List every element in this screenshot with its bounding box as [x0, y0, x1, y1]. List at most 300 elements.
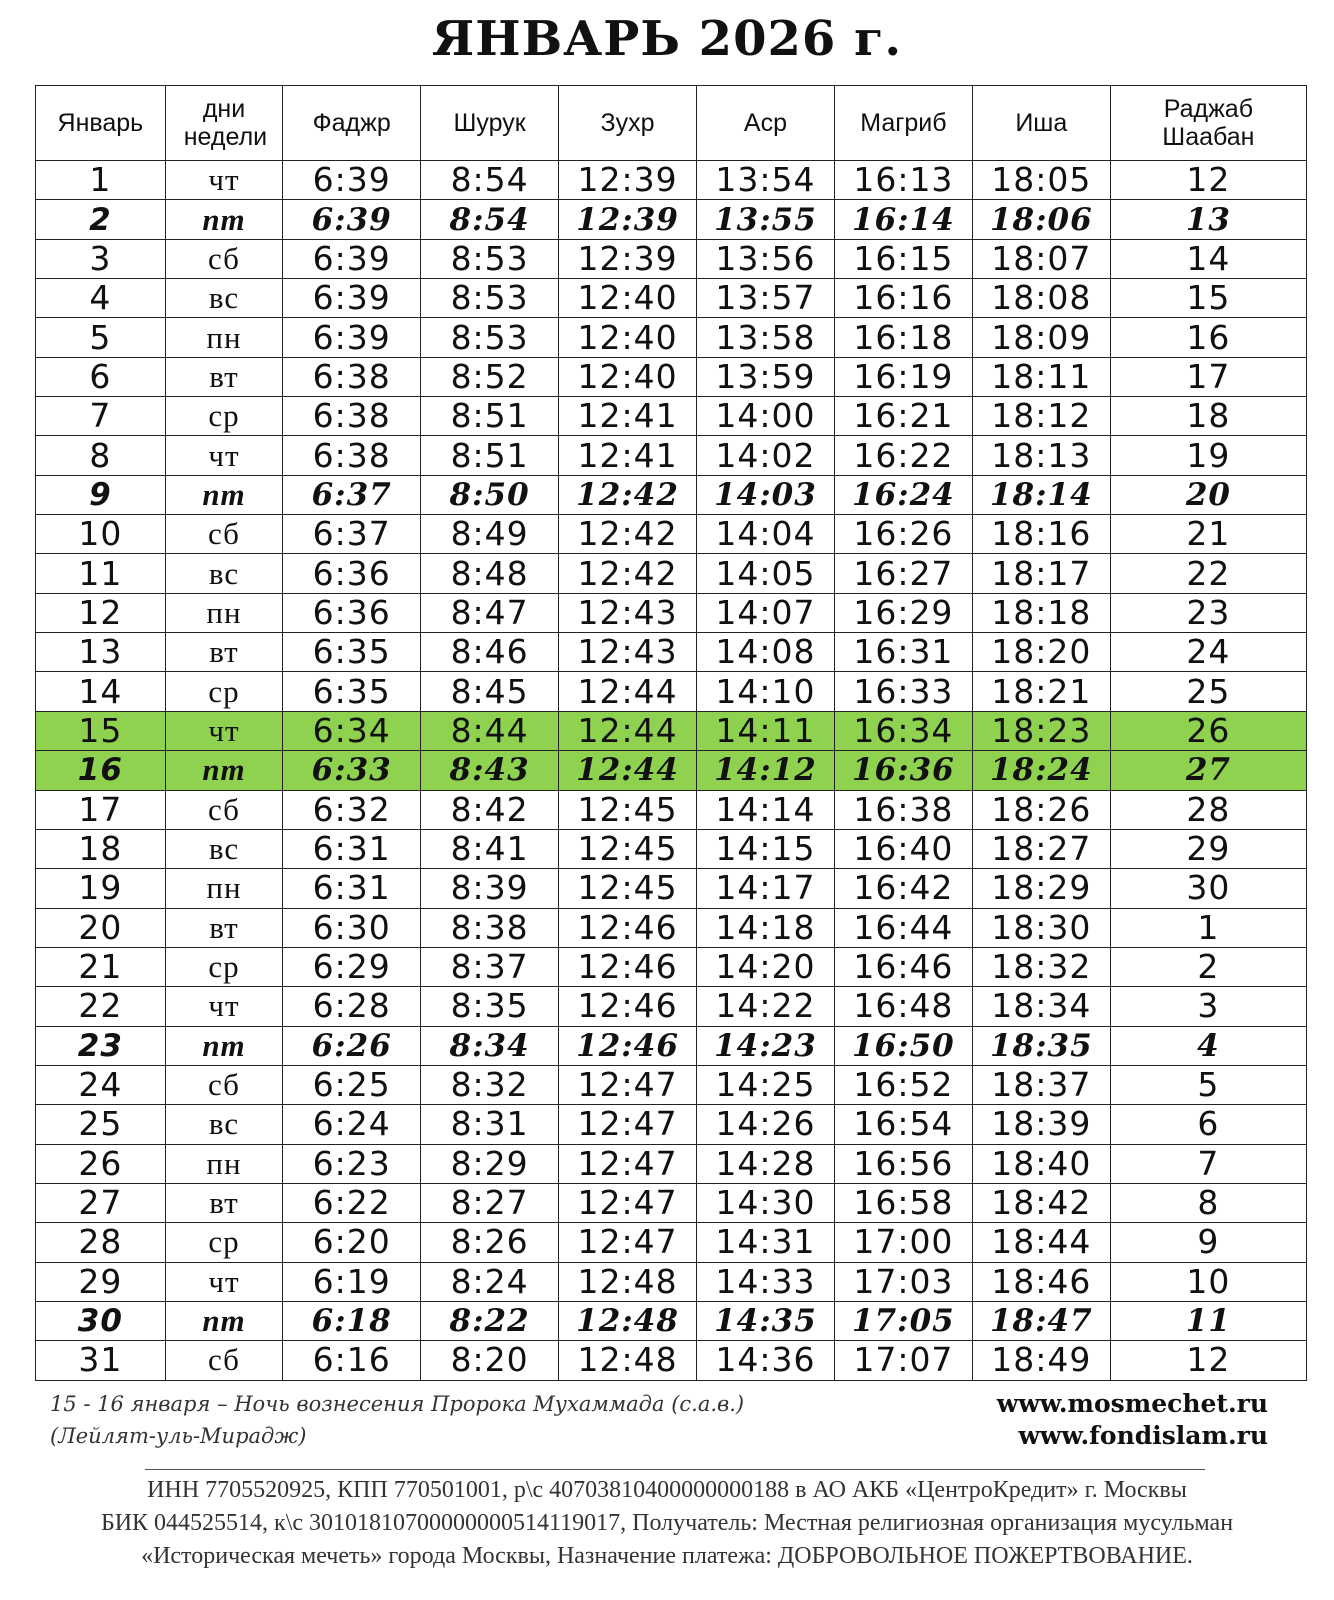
isha-cell: 18:40: [972, 1144, 1110, 1183]
weekday-cell: вс: [165, 829, 282, 868]
weekday-cell: ср: [165, 1223, 282, 1262]
isha-cell: 18:35: [972, 1026, 1110, 1065]
isha-cell: 18:37: [972, 1065, 1110, 1104]
isha-cell: 18:47: [972, 1301, 1110, 1340]
zuhr-cell: 12:42: [559, 554, 697, 593]
zuhr-cell: 12:41: [559, 436, 697, 475]
zuhr-cell: 12:42: [559, 515, 697, 554]
zuhr-cell: 12:47: [559, 1223, 697, 1262]
header-weekday: дни недели: [165, 86, 282, 161]
table-row: [36, 633, 1307, 672]
maghrib-cell: 16:34: [834, 711, 972, 750]
hijri-cell: 8: [1110, 1183, 1306, 1222]
fajr-cell: 6:35: [283, 672, 421, 711]
fajr-cell: 6:39: [283, 200, 421, 239]
zuhr-cell: 12:43: [559, 633, 697, 672]
weekday-cell: пт: [165, 1301, 282, 1340]
isha-cell: 18:26: [972, 790, 1110, 829]
asr-cell: 14:25: [697, 1065, 835, 1104]
day-cell: 9: [36, 475, 166, 514]
shuruk-cell: 8:51: [421, 436, 559, 475]
fajr-cell: 6:26: [283, 1026, 421, 1065]
asr-cell: 14:02: [697, 436, 835, 475]
maghrib-cell: 17:07: [834, 1341, 972, 1380]
fajr-cell: 6:24: [283, 1105, 421, 1144]
shuruk-cell: 8:31: [421, 1105, 559, 1144]
fajr-cell: 6:19: [283, 1262, 421, 1301]
zuhr-cell: 12:45: [559, 829, 697, 868]
hijri-cell: 16: [1110, 318, 1306, 357]
isha-cell: 18:49: [972, 1341, 1110, 1380]
zuhr-cell: 12:47: [559, 1183, 697, 1222]
day-cell: 27: [36, 1183, 166, 1222]
day-cell: 3: [36, 239, 166, 278]
zuhr-cell: 12:46: [559, 987, 697, 1026]
asr-cell: 14:31: [697, 1223, 835, 1262]
hijri-cell: 3: [1110, 987, 1306, 1026]
shuruk-cell: 8:41: [421, 829, 559, 868]
day-cell: 6: [36, 357, 166, 396]
hijri-cell: 22: [1110, 554, 1306, 593]
day-cell: 23: [36, 1026, 166, 1065]
header-isha: Иша: [972, 86, 1110, 161]
bank-line: БИК 044525514, к\с 30101810700000000514119017, Получатель: Местная религиозная организация мусульман: [100, 1510, 1234, 1536]
maghrib-cell: 16:48: [834, 987, 972, 1026]
table-row: [36, 436, 1307, 475]
weekday-cell: чт: [165, 987, 282, 1026]
day-cell: 20: [36, 908, 166, 947]
shuruk-cell: 8:27: [421, 1183, 559, 1222]
shuruk-cell: 8:38: [421, 908, 559, 947]
isha-cell: 18:09: [972, 318, 1110, 357]
zuhr-cell: 12:48: [559, 1262, 697, 1301]
table-header-row: [36, 86, 1307, 161]
isha-cell: 18:29: [972, 869, 1110, 908]
hijri-cell: 26: [1110, 711, 1306, 750]
maghrib-cell: 16:13: [834, 161, 972, 200]
maghrib-cell: 17:03: [834, 1262, 972, 1301]
hijri-cell: 28: [1110, 790, 1306, 829]
bank-details: [35, 1474, 1299, 1573]
day-cell: 13: [36, 633, 166, 672]
day-cell: 10: [36, 515, 166, 554]
hijri-cell: 18: [1110, 397, 1306, 436]
isha-cell: 18:05: [972, 161, 1110, 200]
asr-cell: 13:59: [697, 357, 835, 396]
zuhr-cell: 12:46: [559, 947, 697, 986]
hijri-cell: 2: [1110, 947, 1306, 986]
zuhr-cell: 12:41: [559, 397, 697, 436]
day-cell: 1: [36, 161, 166, 200]
day-cell: 19: [36, 869, 166, 908]
isha-cell: 18:08: [972, 279, 1110, 318]
fajr-cell: 6:39: [283, 279, 421, 318]
header-fajr: Фаджр: [283, 86, 421, 161]
bank-line: ИНН 7705520925, КПП 770501001, р\с 40703810400000000188 в АО АКБ «ЦентроКредит» г. Москвы: [147, 1477, 1187, 1503]
fajr-cell: 6:35: [283, 633, 421, 672]
maghrib-cell: 16:31: [834, 633, 972, 672]
isha-cell: 18:07: [972, 239, 1110, 278]
page-title: ЯНВАРЬ 2026 г.: [431, 11, 903, 67]
note: [50, 1388, 850, 1452]
fajr-cell: 6:23: [283, 1144, 421, 1183]
isha-cell: 18:23: [972, 711, 1110, 750]
hijri-cell: 13: [1110, 200, 1306, 239]
weekday-cell: сб: [165, 1341, 282, 1380]
maghrib-cell: 16:14: [834, 200, 972, 239]
day-cell: 8: [36, 436, 166, 475]
weekday-cell: сб: [165, 1065, 282, 1104]
asr-cell: 14:07: [697, 593, 835, 632]
table-row: [36, 947, 1307, 986]
fajr-cell: 6:29: [283, 947, 421, 986]
hijri-cell: 29: [1110, 829, 1306, 868]
shuruk-cell: 8:51: [421, 397, 559, 436]
table-row: [36, 475, 1307, 514]
hijri-cell: 25: [1110, 672, 1306, 711]
shuruk-cell: 8:29: [421, 1144, 559, 1183]
shuruk-cell: 8:24: [421, 1262, 559, 1301]
maghrib-cell: 16:46: [834, 947, 972, 986]
asr-cell: 14:11: [697, 711, 835, 750]
asr-cell: 13:58: [697, 318, 835, 357]
day-cell: 29: [36, 1262, 166, 1301]
fajr-cell: 6:37: [283, 515, 421, 554]
isha-cell: 18:18: [972, 593, 1110, 632]
weekday-cell: вс: [165, 1105, 282, 1144]
hijri-cell: 11: [1110, 1301, 1306, 1340]
day-cell: 31: [36, 1341, 166, 1380]
isha-cell: 18:30: [972, 908, 1110, 947]
asr-cell: 14:14: [697, 790, 835, 829]
day-cell: 2: [36, 200, 166, 239]
zuhr-cell: 12:39: [559, 200, 697, 239]
isha-cell: 18:14: [972, 475, 1110, 514]
note-line-2: (Лейлят-уль-Мирадж): [50, 1424, 307, 1448]
fajr-cell: 6:36: [283, 554, 421, 593]
zuhr-cell: 12:46: [559, 908, 697, 947]
hijri-cell: 14: [1110, 239, 1306, 278]
shuruk-cell: 8:53: [421, 279, 559, 318]
weekday-cell: вт: [165, 357, 282, 396]
day-cell: 22: [36, 987, 166, 1026]
shuruk-cell: 8:54: [421, 161, 559, 200]
hijri-cell: 6: [1110, 1105, 1306, 1144]
weekday-cell: ср: [165, 397, 282, 436]
table-row: [36, 161, 1307, 200]
asr-cell: 14:22: [697, 987, 835, 1026]
day-cell: 30: [36, 1301, 166, 1340]
asr-cell: 14:17: [697, 869, 835, 908]
table-row: [36, 357, 1307, 396]
table-row: [36, 554, 1307, 593]
shuruk-cell: 8:22: [421, 1301, 559, 1340]
weekday-cell: вт: [165, 1183, 282, 1222]
asr-cell: 14:26: [697, 1105, 835, 1144]
day-cell: 17: [36, 790, 166, 829]
header-shuruk: Шурук: [421, 86, 559, 161]
weekday-cell: вт: [165, 633, 282, 672]
table-row: [36, 1183, 1307, 1222]
shuruk-cell: 8:49: [421, 515, 559, 554]
weekday-cell: вс: [165, 554, 282, 593]
divider: [145, 1469, 1205, 1470]
asr-cell: 14:04: [697, 515, 835, 554]
zuhr-cell: 12:43: [559, 593, 697, 632]
fajr-cell: 6:39: [283, 239, 421, 278]
weekday-cell: чт: [165, 436, 282, 475]
fajr-cell: 6:20: [283, 1223, 421, 1262]
table-row: [36, 672, 1307, 711]
zuhr-cell: 12:40: [559, 318, 697, 357]
maghrib-cell: 17:00: [834, 1223, 972, 1262]
day-cell: 24: [36, 1065, 166, 1104]
hijri-cell: 7: [1110, 1144, 1306, 1183]
shuruk-cell: 8:46: [421, 633, 559, 672]
maghrib-cell: 16:56: [834, 1144, 972, 1183]
maghrib-cell: 16:40: [834, 829, 972, 868]
maghrib-cell: 16:18: [834, 318, 972, 357]
asr-cell: 14:03: [697, 475, 835, 514]
fajr-cell: 6:33: [283, 751, 421, 790]
table-row: [36, 1144, 1307, 1183]
weekday-cell: чт: [165, 1262, 282, 1301]
fajr-cell: 6:30: [283, 908, 421, 947]
table-row: [36, 279, 1307, 318]
fajr-cell: 6:28: [283, 987, 421, 1026]
hijri-cell: 24: [1110, 633, 1306, 672]
fajr-cell: 6:31: [283, 829, 421, 868]
table-row: [36, 318, 1307, 357]
day-cell: 26: [36, 1144, 166, 1183]
fajr-cell: 6:37: [283, 475, 421, 514]
maghrib-cell: 16:15: [834, 239, 972, 278]
asr-cell: 14:08: [697, 633, 835, 672]
fajr-cell: 6:18: [283, 1301, 421, 1340]
asr-cell: 14:36: [697, 1341, 835, 1380]
asr-cell: 14:05: [697, 554, 835, 593]
day-cell: 12: [36, 593, 166, 632]
isha-cell: 18:20: [972, 633, 1110, 672]
weekday-cell: пт: [165, 475, 282, 514]
weekday-cell: пн: [165, 593, 282, 632]
asr-cell: 14:15: [697, 829, 835, 868]
hijri-cell: 19: [1110, 436, 1306, 475]
table-row: [36, 593, 1307, 632]
day-cell: 28: [36, 1223, 166, 1262]
hijri-cell: 20: [1110, 475, 1306, 514]
maghrib-cell: 16:50: [834, 1026, 972, 1065]
shuruk-cell: 8:54: [421, 200, 559, 239]
fajr-cell: 6:34: [283, 711, 421, 750]
asr-cell: 13:57: [697, 279, 835, 318]
isha-cell: 18:13: [972, 436, 1110, 475]
hijri-cell: 4: [1110, 1026, 1306, 1065]
day-cell: 11: [36, 554, 166, 593]
zuhr-cell: 12:47: [559, 1144, 697, 1183]
day-cell: 15: [36, 711, 166, 750]
fajr-cell: 6:32: [283, 790, 421, 829]
maghrib-cell: 16:54: [834, 1105, 972, 1144]
shuruk-cell: 8:26: [421, 1223, 559, 1262]
table-row: [36, 829, 1307, 868]
weekday-cell: вс: [165, 279, 282, 318]
header-hijri: Раджаб Шаабан: [1110, 86, 1306, 161]
zuhr-cell: 12:44: [559, 672, 697, 711]
maghrib-cell: 16:21: [834, 397, 972, 436]
zuhr-cell: 12:39: [559, 161, 697, 200]
asr-cell: 14:00: [697, 397, 835, 436]
zuhr-cell: 12:42: [559, 475, 697, 514]
isha-cell: 18:12: [972, 397, 1110, 436]
isha-cell: 18:32: [972, 947, 1110, 986]
weekday-cell: сб: [165, 239, 282, 278]
weekday-cell: чт: [165, 711, 282, 750]
asr-cell: 14:33: [697, 1262, 835, 1301]
table-row: [36, 908, 1307, 947]
maghrib-cell: 16:19: [834, 357, 972, 396]
isha-cell: 18:17: [972, 554, 1110, 593]
hijri-cell: 17: [1110, 357, 1306, 396]
shuruk-cell: 8:43: [421, 751, 559, 790]
table-row: [36, 1065, 1307, 1104]
fajr-cell: 6:31: [283, 869, 421, 908]
weekday-cell: сб: [165, 515, 282, 554]
zuhr-cell: 12:40: [559, 279, 697, 318]
maghrib-cell: 16:16: [834, 279, 972, 318]
isha-cell: 18:21: [972, 672, 1110, 711]
header-asr: Аср: [697, 86, 835, 161]
maghrib-cell: 16:38: [834, 790, 972, 829]
weekday-cell: пт: [165, 1026, 282, 1065]
isha-cell: 18:06: [972, 200, 1110, 239]
asr-cell: 14:20: [697, 947, 835, 986]
table-row: [36, 790, 1307, 829]
website-link[interactable]: www.fondislam.ru: [1018, 1421, 1268, 1450]
weekday-cell: ср: [165, 672, 282, 711]
table-row: [36, 1341, 1307, 1380]
table-row: [36, 200, 1307, 239]
isha-cell: 18:34: [972, 987, 1110, 1026]
table-row: [36, 1105, 1307, 1144]
fajr-cell: 6:38: [283, 397, 421, 436]
shuruk-cell: 8:44: [421, 711, 559, 750]
isha-cell: 18:16: [972, 515, 1110, 554]
isha-cell: 18:44: [972, 1223, 1110, 1262]
isha-cell: 18:39: [972, 1105, 1110, 1144]
zuhr-cell: 12:47: [559, 1105, 697, 1144]
asr-cell: 14:18: [697, 908, 835, 947]
fajr-cell: 6:38: [283, 436, 421, 475]
weekday-cell: пт: [165, 200, 282, 239]
asr-cell: 14:10: [697, 672, 835, 711]
table-row: [36, 869, 1307, 908]
website-link[interactable]: www.mosmechet.ru: [996, 1389, 1268, 1418]
zuhr-cell: 12:48: [559, 1301, 697, 1340]
hijri-cell: 1: [1110, 908, 1306, 947]
day-cell: 5: [36, 318, 166, 357]
zuhr-cell: 12:44: [559, 751, 697, 790]
day-cell: 7: [36, 397, 166, 436]
shuruk-cell: 8:32: [421, 1065, 559, 1104]
shuruk-cell: 8:39: [421, 869, 559, 908]
asr-cell: 14:12: [697, 751, 835, 790]
hijri-cell: 27: [1110, 751, 1306, 790]
table-row: [36, 397, 1307, 436]
table-body: [36, 161, 1307, 1381]
asr-cell: 13:55: [697, 200, 835, 239]
shuruk-cell: 8:42: [421, 790, 559, 829]
maghrib-cell: 17:05: [834, 1301, 972, 1340]
day-cell: 4: [36, 279, 166, 318]
hijri-cell: 23: [1110, 593, 1306, 632]
hijri-cell: 9: [1110, 1223, 1306, 1262]
maghrib-cell: 16:44: [834, 908, 972, 947]
zuhr-cell: 12:46: [559, 1026, 697, 1065]
shuruk-cell: 8:52: [421, 357, 559, 396]
hijri-cell: 12: [1110, 161, 1306, 200]
isha-cell: 18:24: [972, 751, 1110, 790]
header-month: Январь: [36, 86, 166, 161]
table-row: [36, 239, 1307, 278]
fajr-cell: 6:36: [283, 593, 421, 632]
maghrib-cell: 16:33: [834, 672, 972, 711]
shuruk-cell: 8:53: [421, 239, 559, 278]
zuhr-cell: 12:48: [559, 1341, 697, 1380]
hijri-cell: 5: [1110, 1065, 1306, 1104]
weekday-cell: пн: [165, 1144, 282, 1183]
weekday-cell: пн: [165, 869, 282, 908]
zuhr-cell: 12:44: [559, 711, 697, 750]
maghrib-cell: 16:36: [834, 751, 972, 790]
asr-cell: 14:23: [697, 1026, 835, 1065]
table-row: [36, 987, 1307, 1026]
maghrib-cell: 16:22: [834, 436, 972, 475]
maghrib-cell: 16:58: [834, 1183, 972, 1222]
isha-cell: 18:11: [972, 357, 1110, 396]
zuhr-cell: 12:45: [559, 869, 697, 908]
day-cell: 16: [36, 751, 166, 790]
hijri-cell: 12: [1110, 1341, 1306, 1380]
shuruk-cell: 8:37: [421, 947, 559, 986]
day-cell: 18: [36, 829, 166, 868]
maghrib-cell: 16:27: [834, 554, 972, 593]
table-row: [36, 515, 1307, 554]
hijri-cell: 15: [1110, 279, 1306, 318]
weekday-cell: сб: [165, 790, 282, 829]
zuhr-cell: 12:45: [559, 790, 697, 829]
table-row: [36, 1026, 1307, 1065]
shuruk-cell: 8:20: [421, 1341, 559, 1380]
maghrib-cell: 16:42: [834, 869, 972, 908]
zuhr-cell: 12:47: [559, 1065, 697, 1104]
table-row: [36, 751, 1307, 790]
table-row: [36, 1301, 1307, 1340]
shuruk-cell: 8:48: [421, 554, 559, 593]
fajr-cell: 6:16: [283, 1341, 421, 1380]
shuruk-cell: 8:47: [421, 593, 559, 632]
maghrib-cell: 16:24: [834, 475, 972, 514]
shuruk-cell: 8:53: [421, 318, 559, 357]
isha-cell: 18:42: [972, 1183, 1110, 1222]
table-row: [36, 1223, 1307, 1262]
maghrib-cell: 16:26: [834, 515, 972, 554]
weekday-cell: ср: [165, 947, 282, 986]
zuhr-cell: 12:40: [559, 357, 697, 396]
shuruk-cell: 8:45: [421, 672, 559, 711]
table-row: [36, 711, 1307, 750]
asr-cell: 14:30: [697, 1183, 835, 1222]
